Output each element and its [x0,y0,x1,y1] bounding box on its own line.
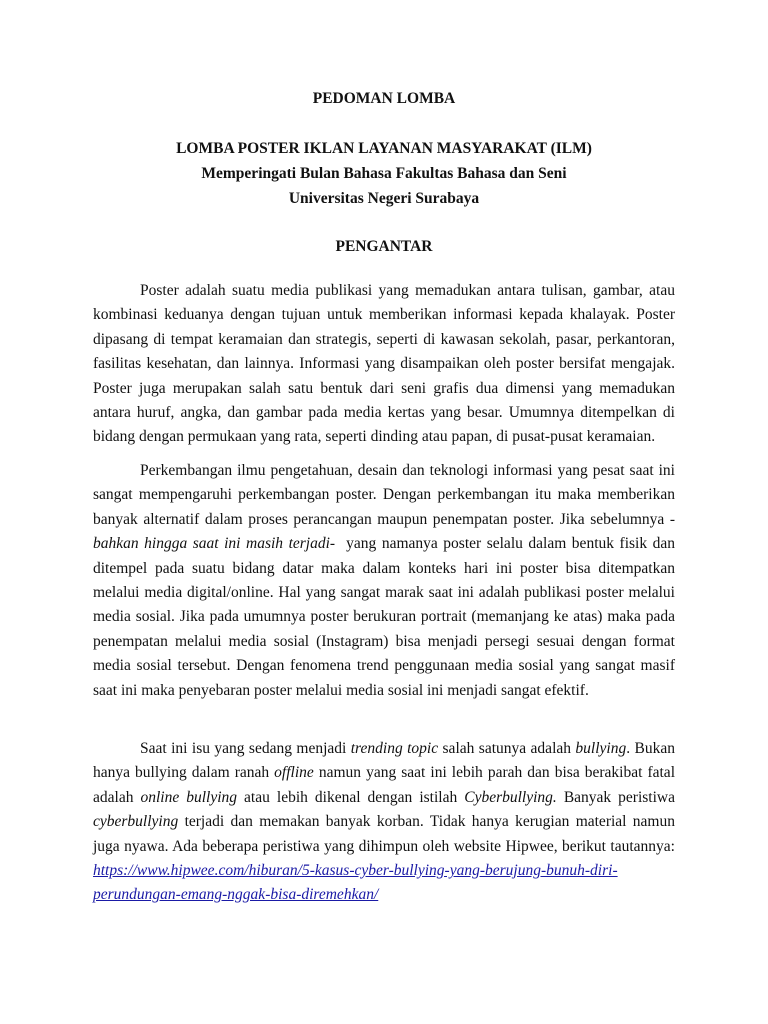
paragraph-line: juga nyawa. Ada beberapa peristiwa yang dihimpun oleh website Hipwee, berikut tautannya: [93,837,675,855]
paragraph-development [93,459,675,703]
hipwee-link[interactable]: https://www.hipwee.com/hiburan/5-kasus-cyber-bullying-yang-berujung-bunuh-diri- [93,861,618,879]
paragraph-line [93,883,675,907]
hipwee-link-continued[interactable]: perundungan-emang-nggak-bisa-diremehkan/ [93,886,379,904]
paragraph-line: Poster juga merupakan salah satu bentuk dari seni grafis dua dimensi yang memadukan [93,379,675,397]
paragraph-line [93,737,675,761]
text-run: hanya bullying dalam ranah [93,764,275,782]
paragraph-line: Poster adalah suatu media publikasi yang memadukan antara tulisan, gambar, atau [140,282,675,299]
paragraph-line [93,786,675,810]
text-run: namun yang saat ini lebih parah dan bisa berakibat fatal [313,764,675,782]
document-subtitle-event: Memperingati Bulan Bahasa Fakultas Bahasa dan Seni [201,165,567,182]
paragraph-line: ditempel pada suatu bidang datar maka dalam konteks hari ini poster bisa ditempatkan [93,559,675,577]
italic-phrase: bullying [575,740,627,757]
paragraph-line: antara huruf, angka, dan gambar pada media kertas yang besar. Umumnya ditempelkan di [93,403,675,421]
italic-phrase: offline [274,764,314,782]
italic-phrase: trending topic [350,740,439,757]
paragraph-line: fasilitas kesehatan, dan lainnya. Informasi yang disampaikan oleh poster bersifat mengajak. [93,355,675,373]
text-run: terjadi dan memakan banyak korban. Tidak hanya kerugian material namun [178,813,675,831]
document-subtitle-university: Universitas Negeri Surabaya [288,190,480,207]
paragraph-line: Perkembangan ilmu pengetahuan, desain dan teknologi informasi yang pesat saat ini [140,462,675,479]
italic-phrase: bahkan hingga saat ini masih terjadi- [93,535,336,553]
paragraph-line: penempatan melalui media sosial (Instagram) bisa menjadi persegi sesuai dengan format [93,632,675,650]
document-heading: PEDOMAN LOMBA [312,90,456,107]
paragraph-line: melalui media digital/online. Hal yang sangat marak saat ini adalah publikasi poster melalui [93,583,675,601]
italic-phrase: Cyberbullying. [464,788,557,806]
text-run: Banyak peristiwa [556,788,675,806]
paragraph-line: media sosial. Jika pada umumnya poster berukuran portrait (memanjang ke atas) maka pada [93,608,675,626]
text-run: Saat ini isu yang sedang menjadi [140,740,351,757]
paragraph-line: media sosial tersebut. Dengan fenomena trend penggunaan media sosial yang sangat masif [93,657,675,675]
text-run: adalah [93,788,141,806]
paragraph-line: sangat mempengaruhi perkembangan poster. Dengan perkembangan itu maka memberikan [93,486,675,504]
text-run: salah satunya adalah [438,740,576,757]
paragraph-line [93,810,675,834]
document-title: LOMBA POSTER IKLAN LAYANAN MASYARAKAT (ILM) [176,140,592,157]
text-run: . Bukan [626,740,675,757]
paragraph-line: kombinasi keduanya dengan tujuan untuk memberikan informasi kepada khalayak. Poster [93,306,675,324]
paragraph-intro [93,279,675,450]
section-title: PENGANTAR [335,238,433,255]
paragraph-line: bidang dengan permukaan yang rata, seperti dinding atau papan, di pusat-pusat keramaian. [93,428,656,446]
paragraph-cyberbullying [93,737,675,908]
text-run: yang namanya poster selalu dalam bentuk fisik dan [335,535,675,553]
paragraph-line [93,532,675,556]
paragraph-line [93,859,675,883]
paragraph-line: dipasang di tempat keramaian dan strategis, seperti di kawasan sekolah, pasar, perkantoran, [93,330,675,348]
italic-phrase: online bullying [140,788,238,806]
text-run: atau lebih dikenal dengan istilah [237,788,465,806]
paragraph-line: saat ini maka penyebaran poster melalui media sosial ini menjadi sangat efektif. [93,681,589,699]
italic-phrase: cyberbullying [93,813,179,831]
paragraph-line: banyak alternatif dalam proses perancangan maupun penempatan poster. Jika sebelumnya - [93,510,675,528]
paragraph-line [93,761,675,785]
